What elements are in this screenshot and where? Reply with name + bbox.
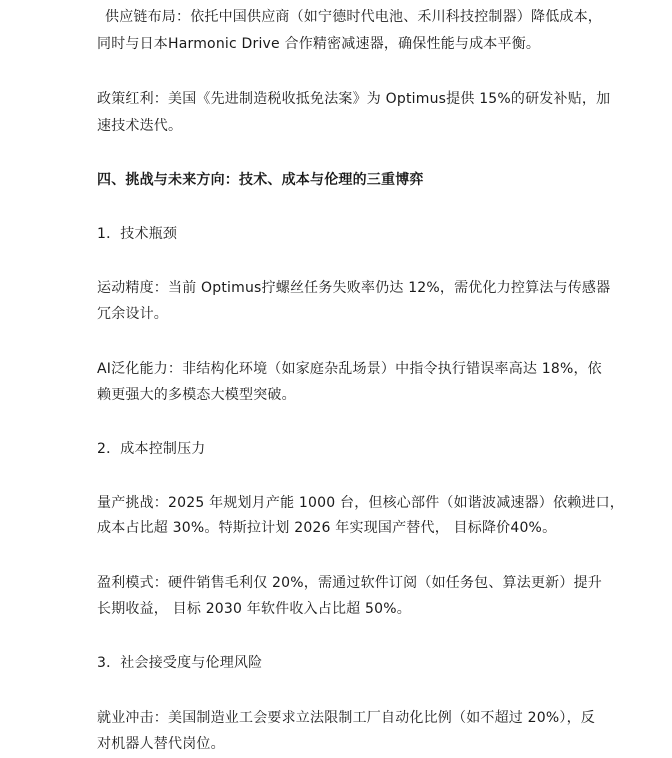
policy-line-1: 政策红利：美国《先进制造税收抵免法案》为 Optimus提供 15%的研发补贴，加 bbox=[97, 91, 611, 107]
profit-model-line-2: 长期收益， 目标 2030 年软件收入占比超 50%。 bbox=[97, 601, 411, 617]
motion-precision-line-2: 冗余设计。 bbox=[97, 306, 168, 322]
profit-model-line-1: 盈利模式：硬件销售毛利仅 20%，需通过软件订阅（如任务包、算法更新）提升 bbox=[97, 575, 602, 591]
subsection-2-heading: 2．成本控制压力 bbox=[97, 441, 206, 457]
employment-impact-line-1: 就业冲击：美国制造业工会要求立法限制工厂自动化比例（如不超过 20%），反 bbox=[97, 710, 595, 726]
ai-generalization-line-1: AI泛化能力：非结构化环境（如家庭杂乱场景）中指令执行错误率高达 18%，依 bbox=[97, 361, 602, 377]
mass-production-line-2: 成本占比超 30%。特斯拉计划 2026 年实现国产替代， 目标降价40%。 bbox=[97, 520, 557, 536]
subsection-1-heading: 1．技术瓶颈 bbox=[97, 226, 178, 242]
policy-line-2: 速技术迭代。 bbox=[97, 118, 183, 134]
supply-chain-line-2: 同时与日本Harmonic Drive 合作精密减速器，确保性能与成本平衡。 bbox=[97, 36, 541, 52]
mass-production-line-1: 量产挑战：2025 年规划月产能 1000 台，但核心部件（如谐波减速器）依赖进口， bbox=[97, 495, 625, 511]
motion-precision-line-1: 运动精度：当前 Optimus拧螺丝任务失败率仍达 12%，需优化力控算法与传感器 bbox=[97, 280, 611, 296]
employment-impact-line-2: 对机器人替代岗位。 bbox=[97, 736, 225, 752]
subsection-3-heading: 3．社会接受度与伦理风险 bbox=[97, 655, 263, 671]
ai-generalization-line-2: 赖更强大的多模态大模型突破。 bbox=[97, 387, 296, 403]
supply-chain-line-1: 供应链布局：依托中国供应商（如宁德时代电池、禾川科技控制器）降低成本， bbox=[105, 9, 602, 25]
section-4-heading: 四、挑战与未来方向：技术、成本与伦理的三重博弈 bbox=[97, 172, 424, 188]
